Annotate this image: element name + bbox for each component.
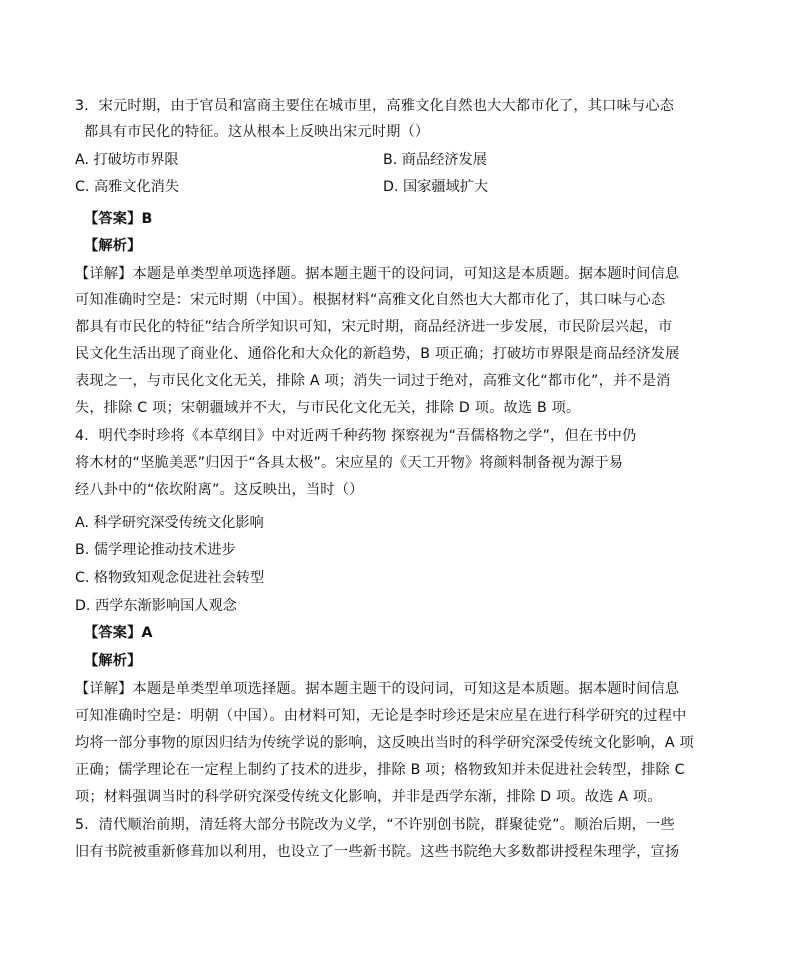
q4-analysis-label: 【解析】 bbox=[84, 653, 142, 669]
q3-option-a: A. 打破坊市界限 bbox=[75, 152, 179, 168]
q3-stem-line-2: 都具有市民化的特征。这从根本上反映出宋元时期（） bbox=[84, 124, 430, 140]
q3-detail-line-6: 失，排除 C 项；宋朝疆域并不大，与市民化文化无关，排除 D 项。故选 B 项。 bbox=[75, 400, 581, 416]
q4-option-b: B. 儒学理论推动技术进步 bbox=[75, 542, 236, 558]
q3-analysis-label: 【解析】 bbox=[84, 238, 142, 254]
q3-detail-line-5: 表现之一，与市民化文化无关，排除 A 项；消失一词过于绝对，高雅文化“都市化”，并不是消 bbox=[75, 373, 671, 389]
q3-answer: 【答案】B bbox=[84, 211, 153, 227]
q3-detail-line-1: 【详解】本题是单类型单项选择题。据本题主题干的设问词，可知这是本质题。据本题时间信息 bbox=[75, 266, 680, 282]
q4-stem-line-1: 4．明代李时珍将《本草纲目》中对近两千种药物 探察视为“吾儒格物之学”，但在书中仍 bbox=[75, 428, 637, 444]
q4-detail-line-4: 正确；儒学理论在一定程上制约了技术的进步，排除 B 项；格物致知并未促进社会转型，排除 C bbox=[75, 762, 685, 778]
q3-detail-line-2: 可知准确时空是：宋元时期（中国）。根据材料“高雅文化自然也大大都市化了，其口味与心态 bbox=[75, 292, 666, 308]
q4-detail-line-5: 项；材料强调当时的科学研究深受传统文化影响，并非是西学东渐，排除 D 项。故选 A 项。 bbox=[75, 789, 662, 805]
q4-option-d: D. 西学东渐影响国人观念 bbox=[75, 598, 237, 614]
q3-stem-line-1: 3．宋元时期，由于官员和富商主要住在城市里，高雅文化自然也大大都市化了，其口味与心态 bbox=[75, 98, 675, 114]
q3-option-d: D. 国家疆域扩大 bbox=[383, 179, 489, 195]
q4-option-a: A. 科学研究深受传统文化影响 bbox=[75, 515, 264, 531]
q3-option-c: C. 高雅文化消失 bbox=[75, 179, 180, 195]
q4-detail-line-1: 【详解】本题是单类型单项选择题。据本题主题干的设问词，可知这是本质题。据本题时间信息 bbox=[75, 681, 680, 697]
q5-stem-line-2: 旧有书院被重新修葺加以利用，也设立了一些新书院。这些书院绝大多数都讲授程朱理学，宣扬 bbox=[75, 844, 680, 860]
q4-stem-line-2: 将木材的“坚脆美恶”归因于“各具太极”。宋应星的《天工开物》将颜料制备视为源于易 bbox=[75, 455, 624, 471]
q4-answer: 【答案】A bbox=[84, 625, 153, 641]
q3-detail-line-3: 都具有市民化的特征”结合所学知识可知，宋元时期，商品经济进一步发展，市民阶层兴起，市 bbox=[75, 319, 673, 335]
q4-option-c: C. 格物致知观念促进社会转型 bbox=[75, 570, 265, 586]
q5-stem-line-1: 5．清代顺治前期，清廷将大部分书院改为义学，“不许别创书院，群聚徒党”。顺治后期，一些 bbox=[75, 817, 675, 833]
q3-option-b: B. 商品经济发展 bbox=[383, 152, 487, 168]
q4-stem-line-3: 经八卦中的“依坎附离”。这反映出，当时（） bbox=[75, 482, 364, 498]
q3-detail-line-4: 民文化生活出现了商业化、通俗化和大众化的新趋势，B 项正确；打破坊市界限是商品经济发展 bbox=[75, 346, 680, 362]
q4-detail-line-3: 均将一部分事物的原因归结为传统学说的影响，这反映出当时的科学研究深受传统文化影响，A 项 bbox=[75, 735, 694, 751]
q4-detail-line-2: 可知准确时空是：明朝（中国）。由材料可知，无论是李时珍还是宋应星在进行科学研究的过程中 bbox=[75, 708, 687, 724]
